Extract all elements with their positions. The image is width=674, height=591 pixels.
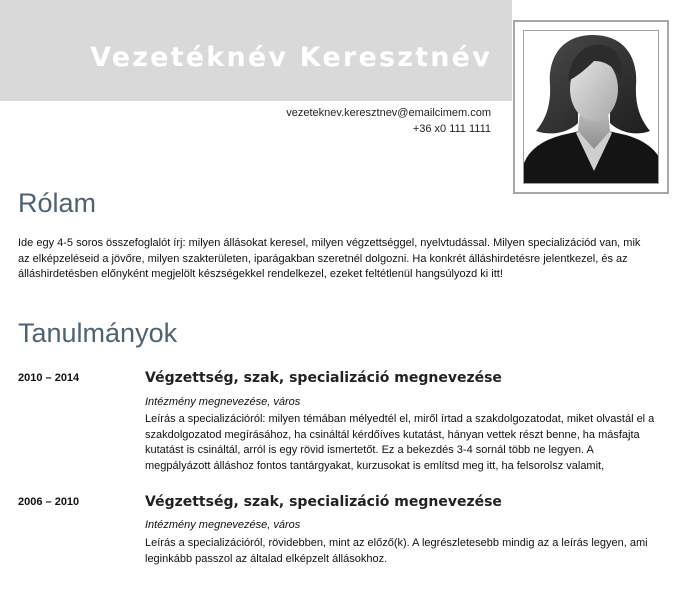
- education-degree: Végzettség, szak, specializáció megnevezése: [145, 370, 502, 386]
- contact-block: [286, 105, 491, 137]
- education-institution: Intézmény megnevezése, város: [145, 519, 301, 531]
- education-institution: Intézmény megnevezése, város: [145, 396, 301, 408]
- full-name: Vezetéknév Keresztnév: [90, 42, 492, 73]
- education-heading: Tanulmányok: [18, 318, 178, 348]
- person-silhouette-icon: [524, 31, 659, 184]
- education-degree: Végzettség, szak, specializáció megnevezése: [145, 494, 502, 510]
- profile-photo: [513, 20, 669, 194]
- email-address[interactable]: vezeteknev.keresztnev@emailcimem.com: [286, 107, 491, 119]
- about-heading: Rólam: [18, 188, 97, 218]
- education-years: 2010 – 2014: [18, 372, 80, 384]
- education-description: Leírás a specializációról: milyen témában mélyedtél el, miről írtad a szakdolgozatodat, miket olvastál el a szakdolgozatod megírásához, ha csináltál kérdőíves kutatást, hányan vettek részt benne, ha másfajta kutatást is csináltál, arról is egy rövid ismertetőt. Ez a bekezdés 3-4 sornál több ne legyen. A megpályázott álláshoz fontos tantárgyakat, kurzusokat is említsd meg itt, ha felsorolsz valamit,: [145, 413, 655, 473]
- education-years: 2006 – 2010: [18, 496, 80, 508]
- photo-inner-border: [523, 30, 659, 184]
- education-description: Leírás a specializációról, rövidebben, mint az előző(k). A legrészletesebb mindig az a leírás legyen, ami leginkább passzol az általad elképzelt állásokhoz.: [145, 537, 648, 565]
- phone-number: +36 x0 111 1111: [412, 123, 491, 135]
- about-text: Ide egy 4-5 soros összefoglalót írj: milyen állásokat keresel, milyen végzettséggel, nyelvtudással. Milyen specializációd van, mik az elképzeléseid a jövőre, milyen szakterületen, iparágakban szeretnél dolgozni. Ha konkrét álláshirdetésre jelentkezel, és az álláshirdetésben előnyként megjelölt készségekkel rendelkezel, ezeket feltétlenül hangsúlyozd ki itt!: [18, 237, 641, 280]
